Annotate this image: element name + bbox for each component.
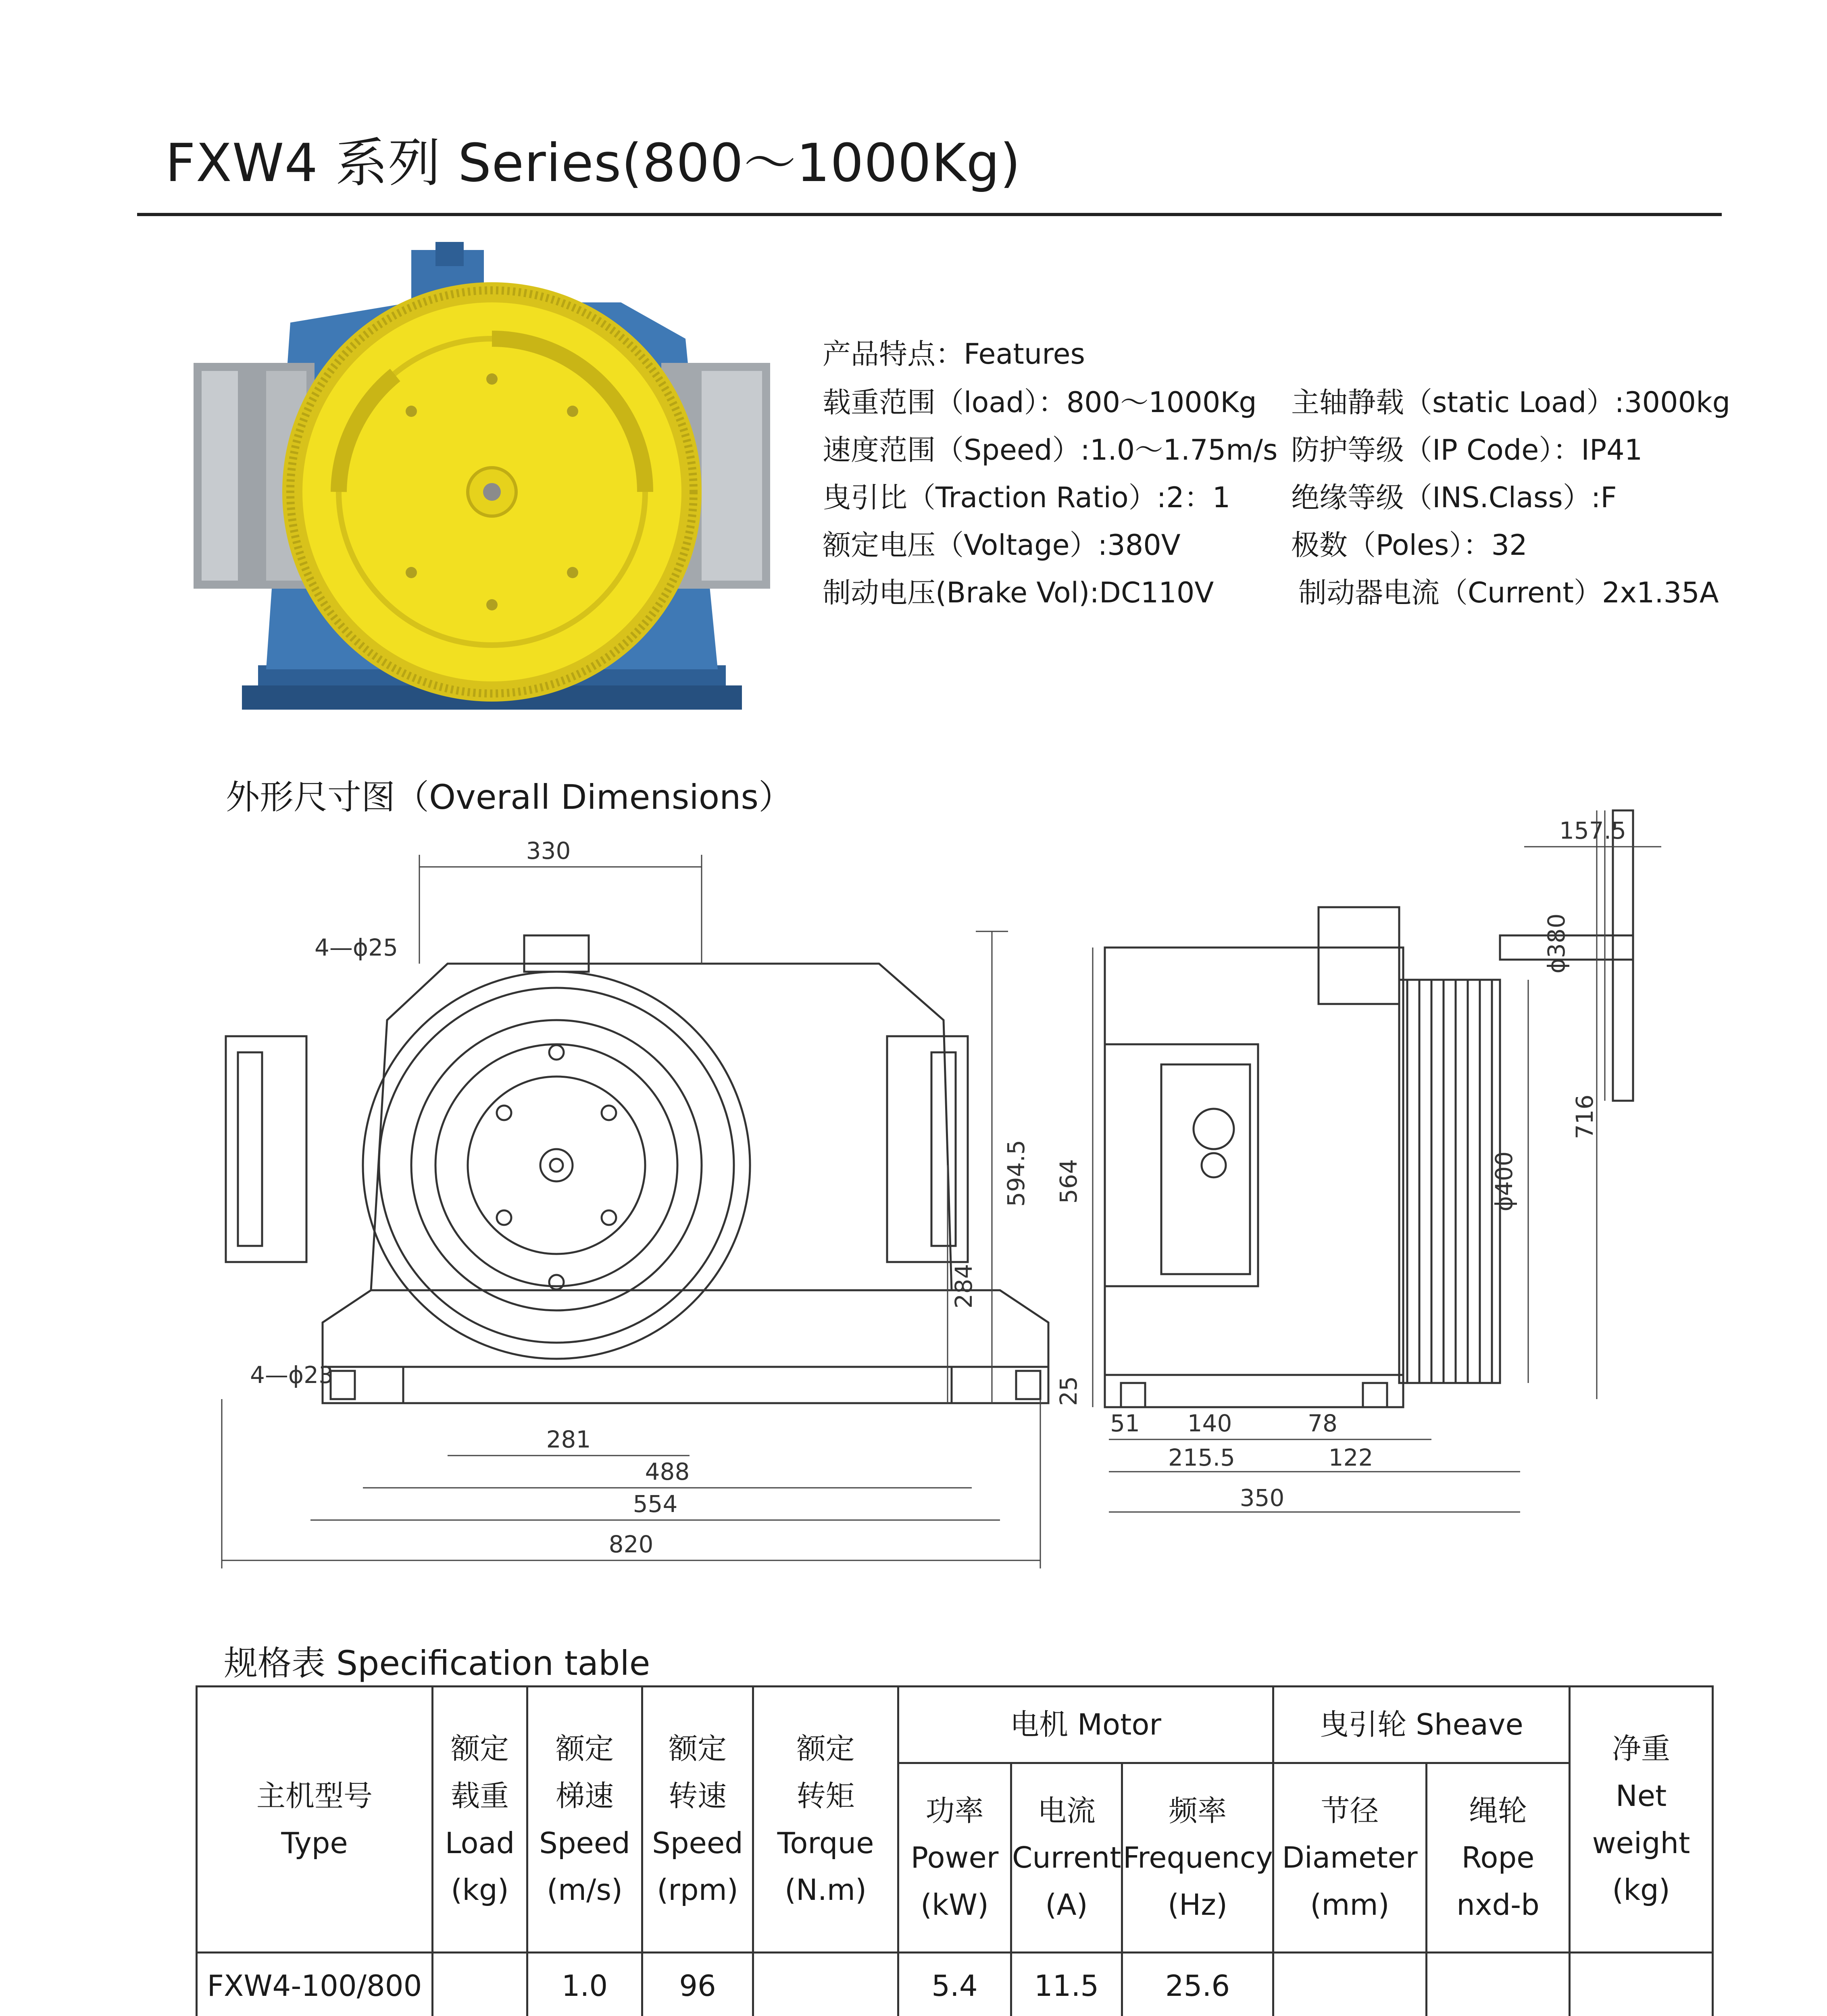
dim-594-5: 594.5: [1002, 1139, 1030, 1207]
dim-820: 820: [608, 1531, 654, 1558]
cell-load: [433, 1953, 527, 2016]
dimension-drawing: [194, 810, 1627, 1601]
dim-488: 488: [645, 1458, 690, 1485]
dim-284: 284: [950, 1264, 977, 1309]
feature-static-load: 主轴静载（static Load）:3000kg: [1291, 386, 1731, 419]
dim-holes-top: 4—ϕ25: [315, 934, 398, 961]
dim-78: 78: [1308, 1410, 1337, 1437]
dim-564: 564: [1055, 1159, 1082, 1204]
header-diameter: 节径 Diameter (mm): [1273, 1763, 1427, 1953]
cell-weight: [1570, 1953, 1713, 2016]
dim-350: 350: [1240, 1484, 1285, 1512]
cell-frequency: 25.6: [1122, 1953, 1273, 2016]
dim-716: 716: [1571, 1094, 1598, 1139]
side-view: [1105, 810, 1633, 1407]
header-rope: 绳轮 Rope nxd-b: [1427, 1763, 1570, 1953]
dim-holes-bottom: 4—ϕ23: [250, 1361, 333, 1389]
table-row: [197, 1953, 1713, 2016]
feature-brake-current: 制动器电流（Current）2x1.35A: [1298, 576, 1719, 609]
dim-281: 281: [546, 1426, 591, 1453]
header-frequency: 频率 Frequency (Hz): [1122, 1763, 1273, 1953]
dim-sheave-dia: ϕ400: [1490, 1151, 1518, 1212]
header-current: 电流 Current (A): [1011, 1763, 1122, 1953]
dim-25: 25: [1055, 1376, 1082, 1406]
cell-speed: 1.0: [527, 1953, 642, 2016]
feature-brake-voltage: 制动电压(Brake Vol):DC110V: [823, 576, 1214, 609]
header-sheave: 曳引轮 Sheave: [1273, 1687, 1570, 1763]
dimensions-heading: 外形尺寸图（Overall Dimensions）: [226, 777, 793, 817]
header-speed: 额定 梯速 Speed (m/s): [527, 1687, 642, 1953]
header-weight: 净重 Net weight (kg): [1570, 1687, 1713, 1953]
title-divider: [137, 213, 1722, 216]
features-heading: 产品特点：Features: [823, 337, 1085, 371]
cell-rope: [1427, 1953, 1570, 2016]
header-load: 额定 载重 Load (kg): [433, 1687, 527, 1953]
dim-wheel-dia: ϕ380: [1543, 913, 1570, 974]
dim-330: 330: [526, 837, 571, 864]
cell-diameter: [1273, 1953, 1427, 2016]
dim-122: 122: [1328, 1444, 1373, 1471]
page-title: FXW4 系列 Series(800～1000Kg): [165, 132, 1021, 194]
dim-140: 140: [1187, 1410, 1232, 1437]
cell-rpm: 96: [642, 1953, 753, 2016]
header-rpm: 额定 转速 Speed (rpm): [642, 1687, 753, 1953]
feature-voltage: 额定电压（Voltage）:380V: [823, 529, 1181, 562]
product-photo: [185, 242, 782, 730]
header-torque: 额定 转矩 Torque (N.m): [753, 1687, 898, 1953]
dim-157-5: 157.5: [1559, 817, 1627, 844]
feature-speed: 速度范围（Speed）:1.0～1.75m/s: [823, 433, 1278, 467]
cell-torque: [753, 1953, 898, 2016]
header-motor: 电机 Motor: [898, 1687, 1273, 1763]
feature-load: 载重范围（load）：800～1000Kg: [823, 386, 1257, 419]
spec-table: [196, 1685, 1714, 2016]
dim-51: 51: [1110, 1410, 1140, 1437]
feature-poles: 极数（Poles）：32: [1291, 529, 1527, 562]
front-view: [226, 935, 1048, 1403]
spec-header-row-1: [197, 1687, 1713, 1763]
feature-traction-ratio: 曳引比（Traction Ratio）:2：1: [823, 481, 1231, 514]
cell-current: 11.5: [1011, 1953, 1122, 2016]
cell-power: 5.4: [898, 1953, 1011, 2016]
dim-215-5: 215.5: [1168, 1444, 1235, 1471]
feature-ip-code: 防护等级（IP Code）：IP41: [1291, 433, 1643, 467]
feature-ins-class: 绝缘等级（INS.Class）:F: [1291, 481, 1617, 514]
spec-heading: 规格表 Specification table: [224, 1643, 650, 1683]
header-power: 功率 Power (kW): [898, 1763, 1011, 1953]
header-type: 主机型号 Type: [197, 1687, 433, 1953]
dim-554: 554: [633, 1490, 678, 1518]
cell-type: FXW4-100/800: [197, 1953, 433, 2016]
